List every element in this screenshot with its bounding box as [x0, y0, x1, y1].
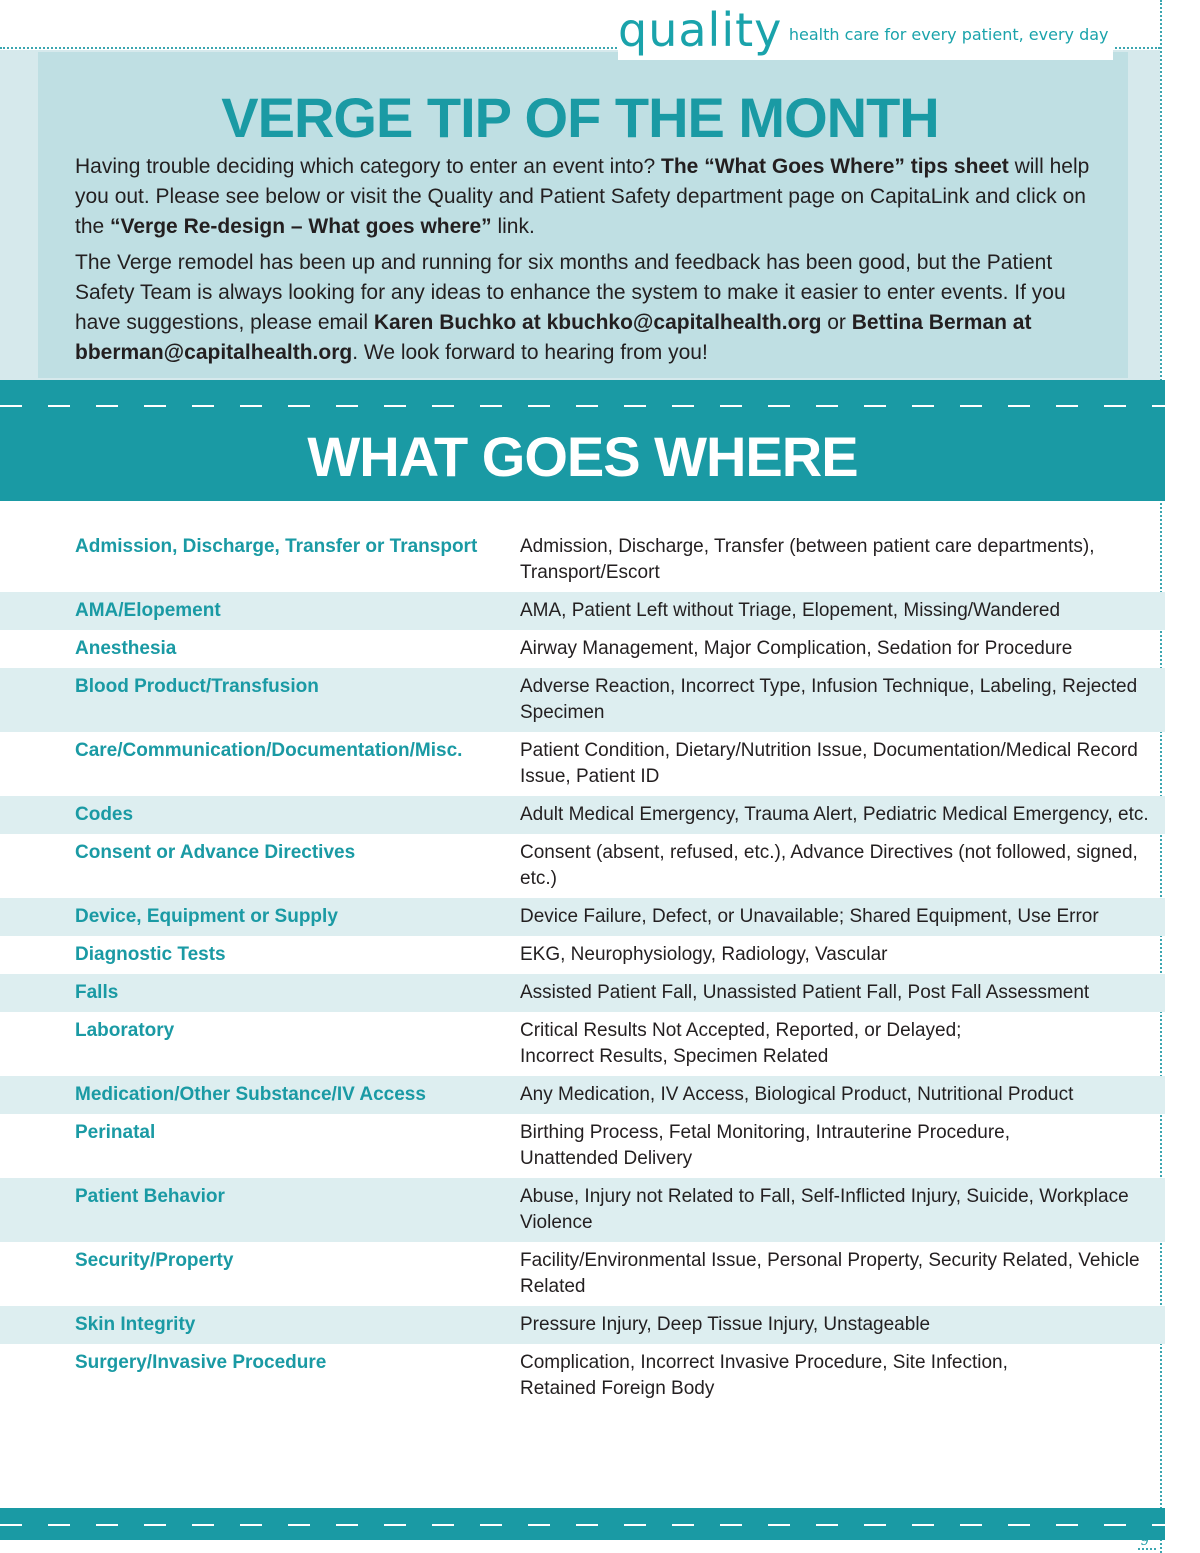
row-description: Assisted Patient Fall, Unassisted Patient Fall, Post Fall Assessment [520, 982, 1090, 1003]
row-description: Pressure Injury, Deep Tissue Injury, Unstageable [520, 1314, 931, 1335]
page-number-dots [1138, 1548, 1156, 1550]
row-category: Skin Integrity [75, 1314, 196, 1335]
brand-tagline: health care for every patient, every day [788, 25, 1109, 44]
row-description: Any Medication, IV Access, Biological Product, Nutritional Product [520, 1084, 1074, 1105]
table-row [0, 1012, 1165, 1076]
table-row [0, 668, 1165, 732]
row-category: AMA/Elopement [75, 600, 221, 621]
row-description: EKG, Neurophysiology, Radiology, Vascular [520, 944, 888, 965]
section-title: WHAT GOES WHERE [307, 425, 858, 488]
row-category: Diagnostic Tests [75, 944, 226, 965]
section-band-dashed-line [0, 405, 1165, 407]
row-category: Security/Property [75, 1250, 234, 1271]
table-row [0, 796, 1165, 834]
page-number: 9 [1140, 1533, 1149, 1549]
row-category: Falls [75, 982, 119, 1003]
row-description: AMA, Patient Left without Triage, Elopement, Missing/Wandered [520, 600, 1061, 621]
brand-word: quality [618, 3, 783, 57]
footer-band-dashed-line [0, 1524, 1165, 1526]
row-category: Patient Behavior [75, 1186, 225, 1207]
row-description: Admission, Discharge, Transfer (between patient care departments), Transport/Escort [520, 536, 1095, 583]
row-category: Laboratory [75, 1020, 175, 1041]
table-row [0, 1306, 1165, 1344]
row-category: Device, Equipment or Supply [75, 906, 338, 927]
row-description: Airway Management, Major Complication, Sedation for Procedure [520, 638, 1073, 659]
table-row [0, 732, 1165, 796]
table-row [0, 834, 1165, 898]
tip-p1-segment: The “What Goes Where” tips sheet [661, 155, 1009, 178]
row-category: Codes [75, 804, 134, 825]
tip-p2-segment: Karen Buchko at kbuchko@capitalhealth.org [373, 311, 822, 334]
table-row [0, 898, 1165, 936]
row-description: Critical Results Not Accepted, Reported, or Delayed; Incorrect Results, Specimen Related [520, 1020, 962, 1067]
tip-paragraph-1 [75, 152, 1105, 242]
table-row [0, 1076, 1165, 1114]
tip-body [75, 152, 1105, 374]
tip-p2-segment: . We look forward to hearing from you! [352, 341, 708, 364]
tip-p2-segment: The Verge remodel has been up and running for six months and feedback has been good, but the Patient Safety Team is always looking for any ideas to enhance the system to make it easier to enter events. If you have suggestions, please email [75, 251, 1066, 334]
row-description: Consent (absent, refused, etc.), Advance Directives (not followed, signed, etc.) [520, 842, 1138, 889]
brand-header [618, 0, 1113, 60]
row-description: Adverse Reaction, Incorrect Type, Infusion Technique, Labeling, Rejected Specimen [520, 676, 1138, 723]
row-description: Abuse, Injury not Related to Fall, Self-Inflicted Injury, Suicide, Workplace Violence [520, 1186, 1129, 1233]
tip-p2-segment: or [821, 311, 852, 334]
row-category: Care/Communication/Documentation/Misc. [75, 740, 463, 761]
table-row [0, 528, 1165, 592]
table-row [0, 1178, 1165, 1242]
row-description: Facility/Environmental Issue, Personal Property, Security Related, Vehicle Related [520, 1250, 1140, 1297]
row-category: Medication/Other Substance/IV Access [75, 1084, 426, 1105]
tip-paragraph-2 [75, 248, 1105, 368]
row-description: Patient Condition, Dietary/Nutrition Issue, Documentation/Medical Record Issue, Patient ID [520, 740, 1138, 787]
table-row [0, 974, 1165, 1012]
what-goes-where-table [0, 528, 1165, 1408]
table-row [0, 1114, 1165, 1178]
row-category: Perinatal [75, 1122, 156, 1143]
table-row [0, 1242, 1165, 1306]
tip-p1-segment: will help you out. Please see below or visit the Quality and Patient Safety department page on CapitaLink and click on the [75, 155, 1090, 238]
row-description: Birthing Process, Fetal Monitoring, Intrauterine Procedure, Unattended Delivery [520, 1122, 1011, 1169]
row-category: Consent or Advance Directives [75, 842, 356, 863]
table-row [0, 1344, 1165, 1408]
tip-p1-segment: Having trouble deciding which category to enter an event into? [75, 155, 662, 178]
row-description: Complication, Incorrect Invasive Procedure, Site Infection, Retained Foreign Body [520, 1352, 1008, 1399]
row-category: Blood Product/Transfusion [75, 676, 319, 697]
row-category: Surgery/Invasive Procedure [75, 1352, 327, 1373]
tip-title: VERGE TIP OF THE MONTH [221, 86, 939, 149]
row-description: Device Failure, Defect, or Unavailable; Shared Equipment, Use Error [520, 906, 1099, 927]
table-row [0, 630, 1165, 668]
row-category: Anesthesia [75, 638, 177, 659]
tip-p1-segment: “Verge Re-design – What goes where” [110, 215, 492, 238]
tip-p2-segment: Bettina Berman at bberman@capitalhealth.org [75, 311, 1032, 364]
table-row [0, 936, 1165, 974]
table-row [0, 592, 1165, 630]
tip-p1-segment: link. [491, 215, 535, 238]
row-description: Adult Medical Emergency, Trauma Alert, Pediatric Medical Emergency, etc. [520, 804, 1149, 825]
row-category: Admission, Discharge, Transfer or Transport [75, 536, 478, 557]
